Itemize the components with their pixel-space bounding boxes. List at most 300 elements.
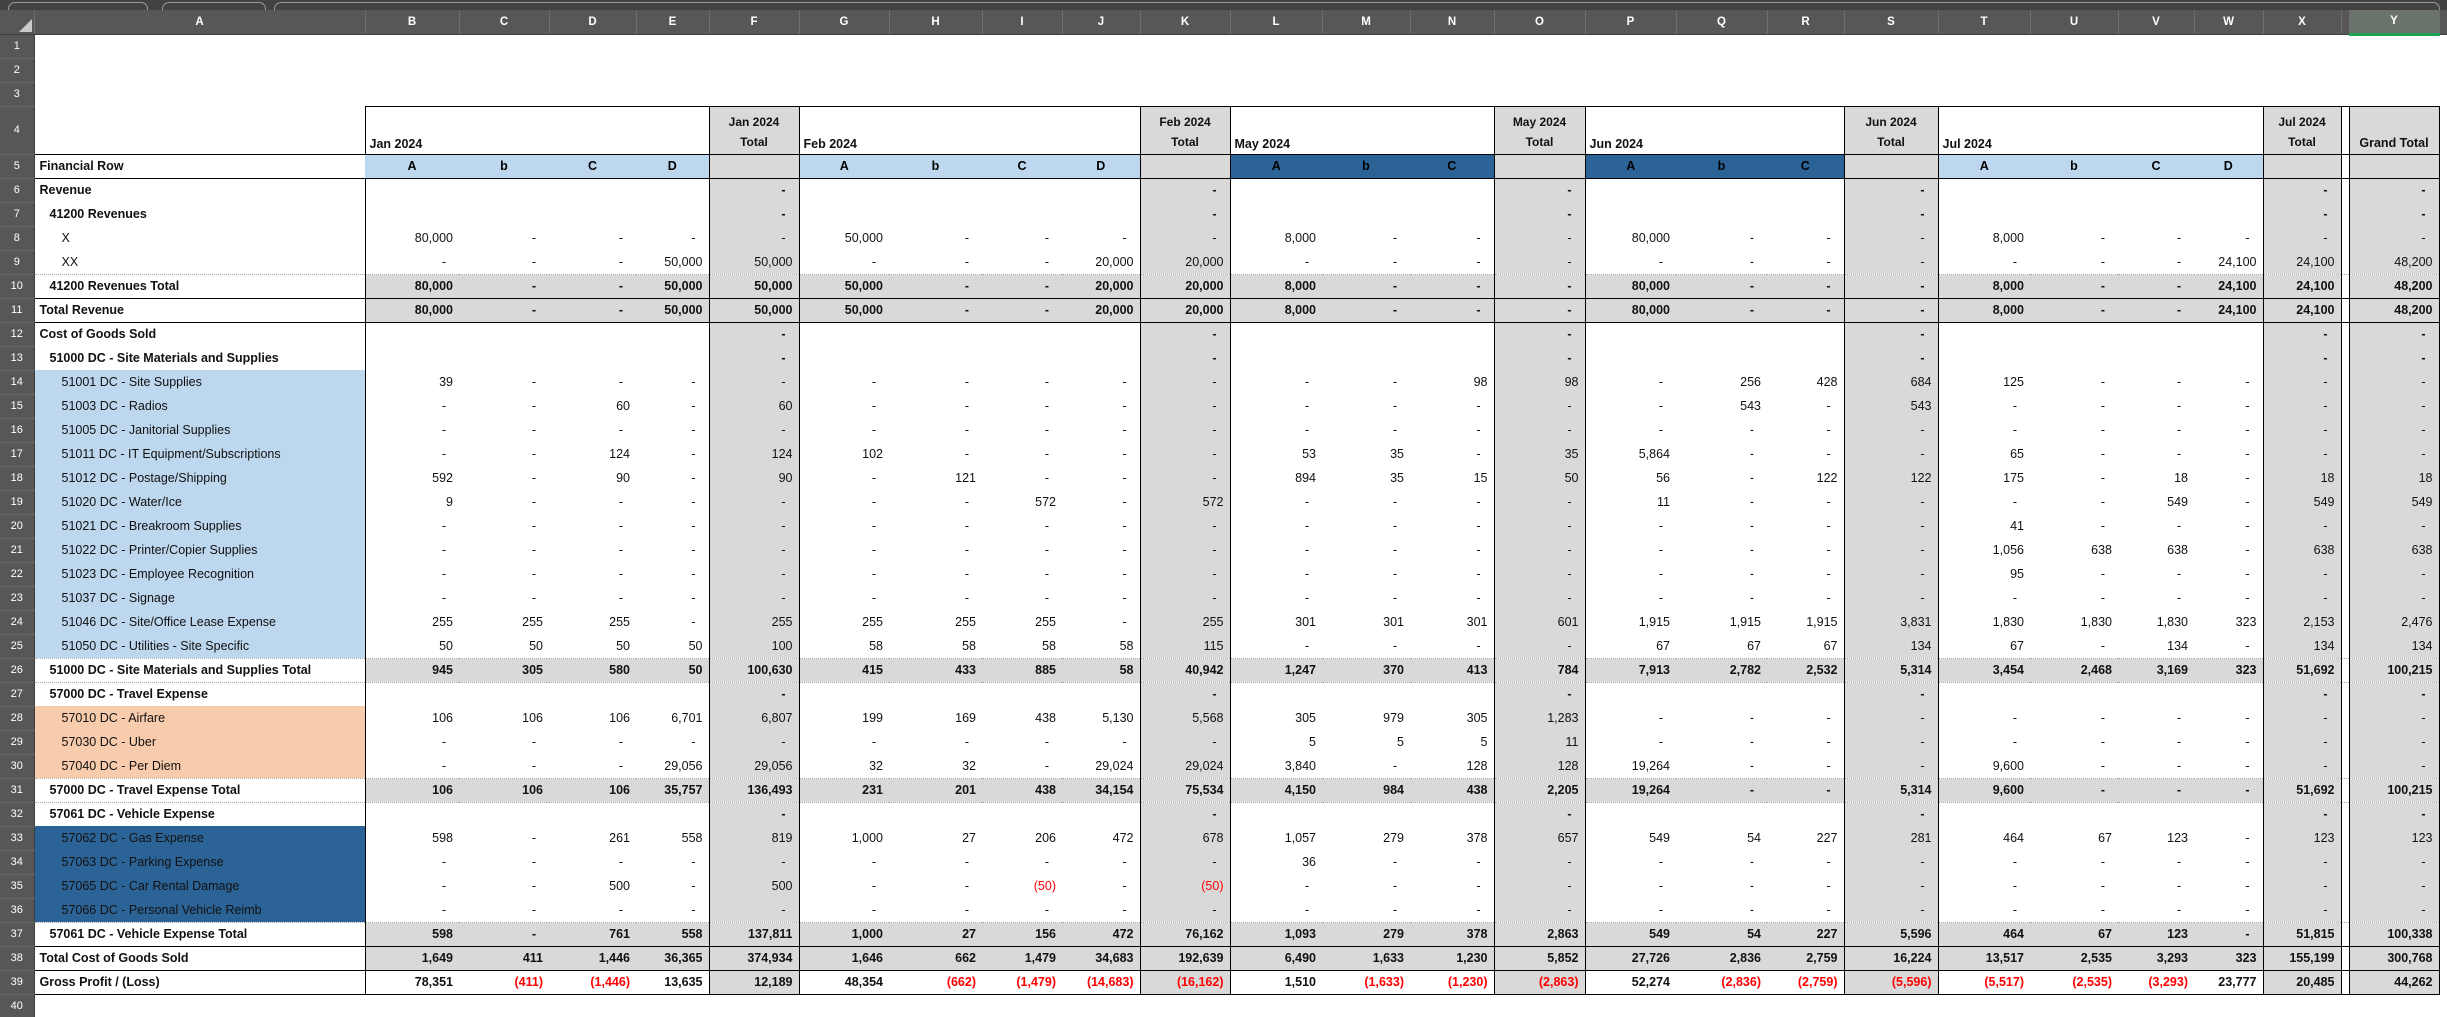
cell-M37[interactable]: 279 [1322,922,1410,946]
cell-T39[interactable]: (5,517) [1938,970,2030,994]
cell-R8[interactable]: - [1826,231,1831,245]
cell-L16[interactable]: - [1304,423,1309,437]
cell-I33[interactable]: 206 [1035,831,1056,845]
row-header-37[interactable]: 37 [0,922,34,946]
cell-W15[interactable]: - [2245,399,2250,413]
cell-J19[interactable]: - [1122,495,1127,509]
cell-W10[interactable]: 24,100 [2194,274,2263,298]
cell-M33[interactable]: 279 [1383,831,1404,845]
cell-Q11[interactable]: - [1676,298,1767,322]
cell-J31[interactable]: 34,154 [1062,778,1140,802]
cell-X29[interactable]: - [2263,730,2341,754]
cell-C27[interactable] [459,682,549,706]
cell-S11[interactable]: - [1844,298,1938,322]
month-total-header-3[interactable] [1844,106,1938,154]
cell-E18[interactable]: - [691,471,696,485]
cell-Y17[interactable]: - [2349,442,2439,466]
cell-S6[interactable]: - [1844,178,1938,202]
cell-X9[interactable]: 24,100 [2263,250,2341,274]
cell-L29[interactable]: 5 [1309,735,1316,749]
cell-E29[interactable]: - [691,735,696,749]
cell-S21[interactable]: - [1844,538,1938,562]
cell-Q35[interactable]: - [1749,879,1754,893]
row-header-7[interactable]: 7 [0,202,34,226]
column-header-E[interactable]: E [636,10,709,34]
cell-B23[interactable]: - [365,586,459,610]
cell-W36[interactable]: - [2245,902,2250,917]
subcolumn-header-3-b[interactable]: b [1676,154,1767,178]
cell-N12[interactable] [1410,322,1494,346]
cell-N23[interactable]: - [1476,591,1481,605]
cell-V10[interactable]: - [2118,274,2194,298]
cell-Q13[interactable] [1676,346,1767,370]
cell-S7[interactable]: - [1844,202,1938,226]
cell-A22[interactable]: 51023 DC - Employee Recognition [34,562,365,586]
cell-Y22[interactable]: - [2349,562,2439,586]
cell-E7[interactable] [636,202,709,226]
cell-F17[interactable]: 124 [709,442,799,466]
cell-A19[interactable]: 51020 DC - Water/Ice [34,490,365,514]
cell-G23[interactable]: - [871,591,876,605]
cell-K28[interactable]: 5,568 [1140,706,1230,730]
cell-G6[interactable] [799,178,889,202]
cell-B7[interactable] [365,202,459,226]
cell-T29[interactable]: - [2012,735,2017,749]
row-header-27[interactable]: 27 [0,682,34,706]
cell-O38[interactable]: 5,852 [1494,946,1585,970]
cell-B38[interactable]: 1,649 [365,946,459,970]
month-header-feb-2024[interactable]: Feb 2024 [799,106,1140,154]
cell-T34[interactable]: - [2012,855,2017,869]
cell-N26[interactable]: 413 [1410,658,1494,682]
cell-N37[interactable]: 378 [1410,922,1494,946]
cell-Y27[interactable]: - [2349,682,2439,706]
cell-N19[interactable]: - [1476,495,1481,509]
cell-V37[interactable]: 123 [2118,922,2194,946]
cell-G8[interactable]: 50,000 [844,231,883,245]
row-header-11[interactable]: 11 [0,298,34,322]
cell-P38[interactable]: 27,726 [1585,946,1676,970]
cell-A15[interactable]: 51003 DC - Radios [34,394,365,418]
cell-N33[interactable]: 378 [1466,831,1488,845]
column-header-F[interactable]: F [709,10,799,34]
cell-Y38[interactable]: 300,768 [2349,946,2439,970]
cell-M34[interactable]: - [1392,855,1397,869]
cell-Q38[interactable]: 2,836 [1676,946,1767,970]
cell-D31[interactable]: 106 [549,778,636,802]
cell-E35[interactable]: - [691,879,696,893]
cell-J29[interactable]: - [1122,735,1127,749]
cell-K16[interactable]: - [1140,418,1230,442]
cell-K20[interactable]: - [1140,514,1230,538]
cell-F10[interactable]: 50,000 [709,274,799,298]
cell-U26[interactable]: 2,468 [2030,658,2118,682]
row-header-12[interactable]: 12 [0,322,34,346]
cell-G34[interactable]: - [871,855,876,869]
cell-A30[interactable]: 57040 DC - Per Diem [34,754,365,778]
total-subheader-2[interactable] [1494,154,1585,178]
cell-V39[interactable]: (3,293) [2118,970,2194,994]
cell-C39[interactable]: (411) [459,970,549,994]
cell-N6[interactable] [1410,178,1494,202]
cell-A10[interactable]: 41200 Revenues Total [34,274,365,298]
cell-S27[interactable]: - [1844,682,1938,706]
cell-W20[interactable]: - [2245,519,2250,533]
cell-J12[interactable] [1062,322,1140,346]
cell-S13[interactable]: - [1844,346,1938,370]
cell-S17[interactable]: - [1844,442,1938,466]
cell-X17[interactable]: - [2263,442,2341,466]
cell-J21[interactable]: - [1122,543,1127,557]
cell-T14[interactable]: 125 [2003,375,2024,389]
cell-N10[interactable]: - [1410,274,1494,298]
cell-T15[interactable]: - [2012,399,2017,413]
cell-Q33[interactable]: 54 [1747,831,1761,845]
cell-T23[interactable]: - [2012,591,2017,605]
cell-U10[interactable]: - [2030,274,2118,298]
cell-A17[interactable]: 51011 DC - IT Equipment/Subscriptions [34,442,365,466]
cell-V9[interactable]: - [2176,254,2181,269]
cell-O22[interactable]: - [1494,562,1585,586]
cell-J22[interactable]: - [1122,567,1127,581]
cell-U6[interactable] [2030,178,2118,202]
cell-J9[interactable]: 20,000 [1095,254,1134,269]
cell-V13[interactable] [2118,346,2194,370]
cell-N38[interactable]: 1,230 [1410,946,1494,970]
subcolumn-header-0-A[interactable]: A [365,154,459,178]
cell-F8[interactable]: - [709,226,799,250]
cell-O13[interactable]: - [1494,346,1585,370]
cell-C7[interactable] [459,202,549,226]
cell-P17[interactable]: 5,864 [1638,447,1670,461]
cell-H26[interactable]: 433 [889,658,982,682]
cell-I16[interactable]: - [1044,423,1049,437]
cell-K33[interactable]: 678 [1140,826,1230,850]
cell-B20[interactable]: - [365,514,459,538]
cell-L23[interactable]: - [1304,591,1309,605]
cell-V32[interactable] [2118,802,2194,826]
cell-S36[interactable]: - [1844,898,1938,922]
cell-Q6[interactable] [1676,178,1767,202]
cell-T21[interactable]: 1,056 [1992,543,2024,557]
cell-W12[interactable] [2194,322,2263,346]
cell-C11[interactable]: - [459,298,549,322]
cell-C6[interactable] [459,178,549,202]
cell-C32[interactable] [459,802,549,826]
cell-A13[interactable]: 51000 DC - Site Materials and Supplies [49,351,279,365]
cell-L38[interactable]: 6,490 [1230,946,1322,970]
column-header-G[interactable]: G [799,10,889,34]
cell-O23[interactable]: - [1494,586,1585,610]
cell-K9[interactable]: 20,000 [1140,250,1230,274]
cell-H25[interactable]: 58 [962,638,976,653]
cell-C26[interactable]: 305 [459,658,549,682]
cell-D11[interactable]: - [549,298,636,322]
cell-R24[interactable]: 1,915 [1806,615,1838,629]
cell-N13[interactable] [1410,346,1494,370]
cell-Y15[interactable]: - [2349,394,2439,418]
cell-F15[interactable]: 60 [709,394,799,418]
cell-U30[interactable]: - [2100,758,2105,773]
cell-X32[interactable]: - [2263,802,2341,826]
cell-J8[interactable]: - [1122,231,1127,245]
cell-S15[interactable]: 543 [1844,394,1938,418]
cell-Y23[interactable]: - [2349,586,2439,610]
cell-K38[interactable]: 192,639 [1140,946,1230,970]
cell-D8[interactable]: - [618,231,623,245]
cell-D29[interactable]: - [618,735,623,749]
grand-total-header[interactable]: Grand Total [2349,106,2439,154]
cell-D12[interactable] [549,322,636,346]
cell-V18[interactable]: 18 [2174,471,2188,485]
cell-U28[interactable]: - [2100,711,2105,725]
cell-H9[interactable]: - [964,254,969,269]
cell-Q34[interactable]: - [1749,855,1754,869]
cell-E19[interactable]: - [691,495,696,509]
cell-I39[interactable]: (1,479) [982,970,1062,994]
cell-Y14[interactable]: - [2349,370,2439,394]
cell-X37[interactable]: 51,815 [2263,922,2341,946]
cell-O20[interactable]: - [1494,514,1585,538]
cell-X24[interactable]: 2,153 [2263,610,2341,634]
cell-X27[interactable]: - [2263,682,2341,706]
cell-C10[interactable]: - [459,274,549,298]
cell-V28[interactable]: - [2176,711,2181,725]
cell-P23[interactable]: - [1658,591,1663,605]
cell-W25[interactable]: - [2245,638,2250,653]
cell-C31[interactable]: 106 [459,778,549,802]
cell-N21[interactable]: - [1476,543,1481,557]
cell-L14[interactable]: - [1304,375,1309,389]
cell-M16[interactable]: - [1392,423,1397,437]
cell-Q16[interactable]: - [1749,423,1754,437]
row-header-34[interactable]: 34 [0,850,34,874]
cell-J17[interactable]: - [1122,447,1127,461]
cell-Y35[interactable]: - [2349,874,2439,898]
cell-G15[interactable]: - [871,399,876,413]
cell-G17[interactable]: 102 [862,447,883,461]
cell-A8[interactable]: X [61,231,70,245]
cell-G27[interactable] [799,682,889,706]
subcolumn-header-2-C[interactable]: C [1410,154,1494,178]
cell-F16[interactable]: - [709,418,799,442]
cell-K24[interactable]: 255 [1140,610,1230,634]
cell-L39[interactable]: 1,510 [1230,970,1322,994]
cell-W18[interactable]: - [2245,471,2250,485]
cell-I35[interactable]: (50) [1033,879,1056,893]
cell-V8[interactable]: - [2176,231,2181,245]
cell-R35[interactable]: - [1826,879,1831,893]
cell-G12[interactable] [799,322,889,346]
cell-G13[interactable] [799,346,889,370]
cell-H7[interactable] [889,202,982,226]
cell-M15[interactable]: - [1392,399,1397,413]
cell-X30[interactable]: - [2263,754,2341,778]
cell-G19[interactable]: - [871,495,876,509]
column-header-V[interactable]: V [2118,10,2194,34]
subcolumn-header-0-b[interactable]: b [459,154,549,178]
cell-U13[interactable] [2030,346,2118,370]
cell-U29[interactable]: - [2100,735,2105,749]
cell-A31[interactable]: 57000 DC - Travel Expense Total [34,778,365,802]
cell-F19[interactable]: - [709,490,799,514]
cell-D24[interactable]: 255 [609,615,630,629]
cell-V29[interactable]: - [2176,735,2181,749]
cell-Q20[interactable]: - [1749,519,1754,533]
cell-G20[interactable]: - [871,519,876,533]
cell-O32[interactable]: - [1494,802,1585,826]
cell-C17[interactable]: - [531,447,536,461]
cell-T26[interactable]: 3,454 [1938,658,2030,682]
cell-I34[interactable]: - [1044,855,1049,869]
cell-R26[interactable]: 2,532 [1767,658,1844,682]
cell-Q18[interactable]: - [1749,471,1754,485]
cell-V16[interactable]: - [2176,423,2181,437]
cell-I28[interactable]: 438 [1035,711,1056,725]
cell-L11[interactable]: 8,000 [1230,298,1322,322]
subcolumn-header-3-A[interactable]: A [1585,154,1676,178]
cell-L31[interactable]: 4,150 [1230,778,1322,802]
cell-S12[interactable]: - [1844,322,1938,346]
cell-T27[interactable] [1938,682,2030,706]
row-header-10[interactable]: 10 [0,274,34,298]
subcolumn-header-2-b[interactable]: b [1322,154,1410,178]
cell-V36[interactable]: - [2176,902,2181,917]
cell-W27[interactable] [2194,682,2263,706]
cell-Y20[interactable]: - [2349,514,2439,538]
cell-L30[interactable]: 3,840 [1284,758,1316,773]
cell-A28[interactable]: 57010 DC - Airfare [34,706,365,730]
cell-R23[interactable]: - [1826,591,1831,605]
cell-K25[interactable]: 115 [1140,634,1230,658]
subcolumn-header-2-A[interactable]: A [1230,154,1322,178]
cell-H17[interactable]: - [964,447,969,461]
cell-Q8[interactable]: - [1749,231,1754,245]
cell-Q31[interactable]: - [1676,778,1767,802]
cell-V19[interactable]: 549 [2167,495,2188,509]
cell-U36[interactable]: - [2100,902,2105,917]
cell-K34[interactable]: - [1140,850,1230,874]
cell-H27[interactable] [889,682,982,706]
cell-Q37[interactable]: 54 [1676,922,1767,946]
cell-U14[interactable]: - [2100,375,2105,389]
cell-M19[interactable]: - [1392,495,1397,509]
row-header-4[interactable]: 4 [0,106,34,154]
cell-A16[interactable]: 51005 DC - Janitorial Supplies [34,418,365,442]
cell-C15[interactable]: - [531,399,536,413]
cell-S26[interactable]: 5,314 [1844,658,1938,682]
cell-D23[interactable]: - [618,591,623,605]
cell-I18[interactable]: - [1044,471,1049,485]
cell-S23[interactable]: - [1844,586,1938,610]
cell-J24[interactable]: - [1122,615,1127,629]
cell-D26[interactable]: 580 [549,658,636,682]
cell-R7[interactable] [1767,202,1844,226]
cell-G32[interactable] [799,802,889,826]
cell-B10[interactable]: 80,000 [365,274,459,298]
cell-Y19[interactable]: 549 [2349,490,2439,514]
cell-E8[interactable]: - [691,231,696,245]
cell-P12[interactable] [1585,322,1676,346]
cell-W29[interactable]: - [2245,735,2250,749]
cell-U11[interactable]: - [2030,298,2118,322]
cell-S33[interactable]: 281 [1844,826,1938,850]
cell-L36[interactable]: - [1304,902,1309,917]
cell-T11[interactable]: 8,000 [1938,298,2030,322]
cell-G31[interactable]: 231 [799,778,889,802]
cell-H24[interactable]: 255 [955,615,976,629]
cell-B26[interactable]: 945 [365,658,459,682]
cell-M21[interactable]: - [1392,543,1397,557]
cell-I8[interactable]: - [1044,231,1049,245]
cell-N16[interactable]: - [1476,423,1481,437]
cell-I24[interactable]: 255 [1035,615,1056,629]
cell-T28[interactable]: - [2012,711,2017,725]
row-header-3[interactable]: 3 [0,82,34,106]
cell-T16[interactable]: - [2012,423,2017,437]
cell-W38[interactable]: 323 [2194,946,2263,970]
cell-H10[interactable]: - [889,274,982,298]
column-header-B[interactable]: B [365,10,459,34]
cell-S30[interactable]: - [1844,754,1938,778]
cell-H36[interactable]: - [964,902,969,917]
cell-E13[interactable] [636,346,709,370]
row-header-1[interactable]: 1 [0,34,34,58]
cell-O17[interactable]: 35 [1494,442,1585,466]
cell-E32[interactable] [636,802,709,826]
cell-S8[interactable]: - [1844,226,1938,250]
cell-H13[interactable] [889,346,982,370]
cell-J18[interactable]: - [1122,471,1127,485]
cell-R13[interactable] [1767,346,1844,370]
cell-C24[interactable]: 255 [522,615,543,629]
total-subheader-0[interactable] [709,154,799,178]
cell-S24[interactable]: 3,831 [1844,610,1938,634]
cell-U15[interactable]: - [2100,399,2105,413]
cell-V11[interactable]: - [2118,298,2194,322]
cell-O35[interactable]: - [1494,874,1585,898]
cell-T36[interactable]: - [2012,902,2017,917]
cell-F26[interactable]: 100,630 [709,658,799,682]
column-header-T[interactable]: T [1938,10,2030,34]
cell-G29[interactable]: - [871,735,876,749]
cell-J6[interactable] [1062,178,1140,202]
cell-W9[interactable]: 24,100 [2218,254,2257,269]
cell-Y28[interactable]: - [2349,706,2439,730]
cell-M22[interactable]: - [1392,567,1397,581]
cell-W17[interactable]: - [2245,447,2250,461]
cell-F21[interactable]: - [709,538,799,562]
cell-P39[interactable]: 52,274 [1585,970,1676,994]
cell-W14[interactable]: - [2245,375,2250,389]
cell-S37[interactable]: 5,596 [1844,922,1938,946]
column-header-K[interactable]: K [1140,10,1230,34]
cell-A35[interactable]: 57065 DC - Car Rental Damage [34,874,365,898]
cell-F29[interactable]: - [709,730,799,754]
cell-A39[interactable]: Gross Profit / (Loss) [34,970,365,994]
cell-P20[interactable]: - [1658,519,1663,533]
cell-O28[interactable]: 1,283 [1494,706,1585,730]
cell-V23[interactable]: - [2176,591,2181,605]
cell-C8[interactable]: - [531,231,536,245]
cell-U27[interactable] [2030,682,2118,706]
cell-T37[interactable]: 464 [1938,922,2030,946]
cell-A36[interactable]: 57066 DC - Personal Vehicle Reimb [34,898,365,922]
cell-P37[interactable]: 549 [1585,922,1676,946]
cell-E38[interactable]: 36,365 [636,946,709,970]
cell-G26[interactable]: 415 [799,658,889,682]
cell-B39[interactable]: 78,351 [365,970,459,994]
